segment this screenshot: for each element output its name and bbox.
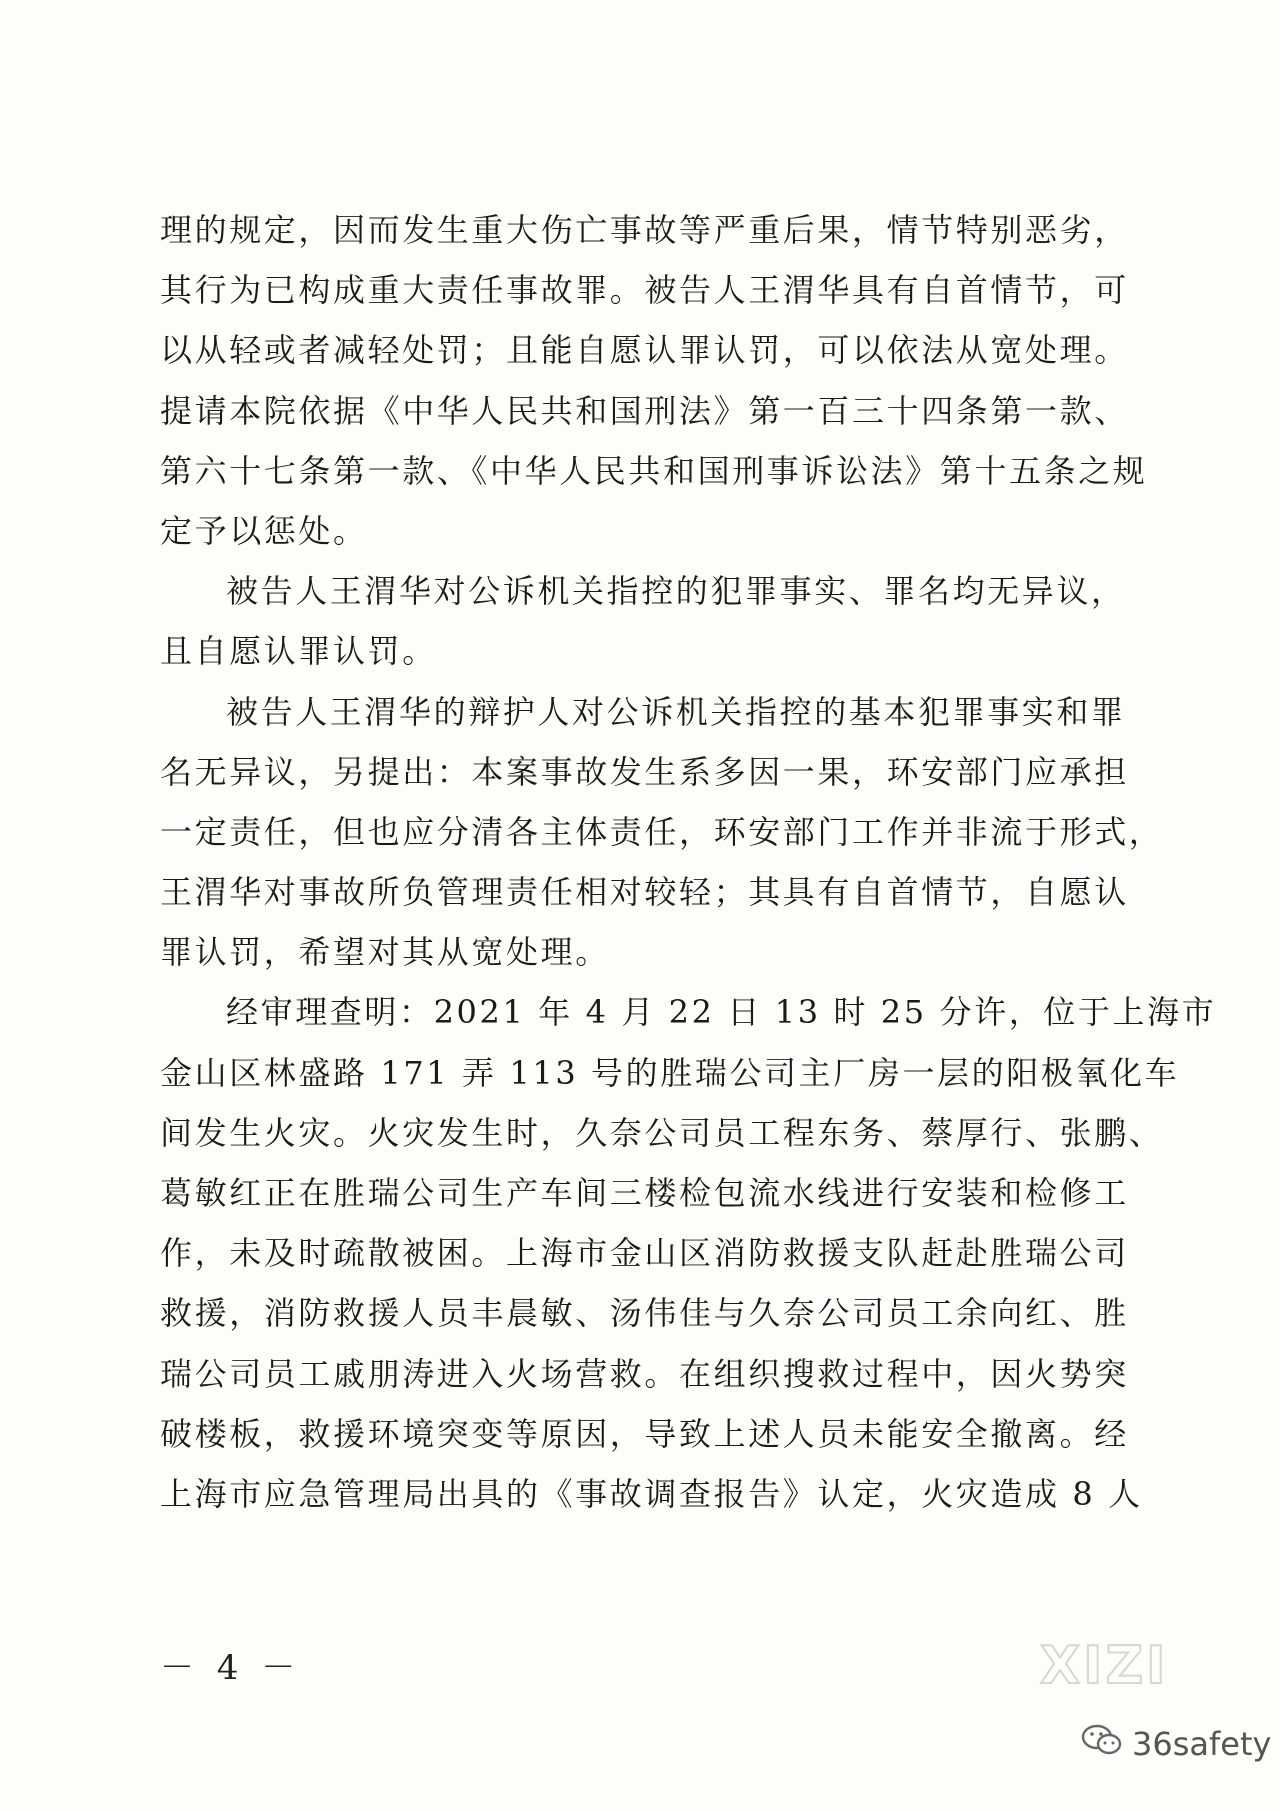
text-line: 提请本院依据《中华人民共和国刑法》第一百三十四条第一款、 xyxy=(160,391,1129,430)
account-name: 36safety xyxy=(1132,1725,1272,1763)
text-line: 上海市应急管理局出具的《事故调查报告》认定，火灾造成 8 人 xyxy=(160,1474,1143,1513)
text-line: 救援，消防救援人员丰晨敏、汤伟佳与久奈公司员工余向红、胜 xyxy=(160,1294,1129,1333)
text-line: 以从轻或者减轻处罚；且能自愿认罪认罚，可以依法从宽处理。 xyxy=(160,331,1129,370)
text-line: 理的规定，因而发生重大伤亡事故等严重后果，情节特别恶劣， xyxy=(160,211,1129,249)
text-line: 金山区林盛路 171 弄 113 号的胜瑞公司主厂房一层的阳极氧化车 xyxy=(160,1053,1180,1092)
text-line: 作，未及时疏散被困。上海市金山区消防救援支队赶赴胜瑞公司 xyxy=(160,1234,1129,1273)
text-line: 葛敏红正在胜瑞公司生产车间三楼检包流水线进行安装和检修工 xyxy=(160,1174,1129,1212)
text-line: 名无异议，另提出：本案事故发生系多因一果，环安部门应承担 xyxy=(160,752,1129,791)
wechat-icon xyxy=(1080,1722,1124,1766)
text-line: 一定责任，但也应分清各主体责任，环安部门工作并非流于形式， xyxy=(160,812,1164,851)
text-line: 瑞公司员工戚朋涛进入火场营救。在组织搜救过程中，因火势突 xyxy=(160,1354,1129,1393)
text-line: 且自愿认罪认罚。 xyxy=(160,632,437,671)
page-number: － 4 － xyxy=(160,1648,302,1688)
text-line: 间发生火灾。火灾发生时，久奈公司员工程东务、蔡厚行、张鹏、 xyxy=(160,1113,1164,1152)
text-line: 被告人王渭华的辩护人对公诉机关指控的基本犯罪事实和罪 xyxy=(226,692,1126,731)
text-line: 第六十七条第一款、《中华人民共和国刑事诉讼法》第十五条之规 xyxy=(160,451,1148,490)
text-line: 王渭华对事故所负管理责任相对较轻；其具有自首情节，自愿认 xyxy=(160,873,1129,912)
text-line: 被告人王渭华对公诉机关指控的犯罪事实、罪名均无异议， xyxy=(226,572,1126,611)
document-body xyxy=(160,200,1217,1524)
account-watermark xyxy=(1080,1722,1271,1766)
text-line: 罪认罚，希望对其从宽处理。 xyxy=(160,933,610,972)
text-line: 经审理查明：2021 年 4 月 22 日 13 时 25 分许，位于上海市 xyxy=(226,993,1217,1032)
text-line: 定予以惩处。 xyxy=(160,511,368,550)
xizi-watermark: XIZI xyxy=(1040,1636,1169,1696)
text-line: 其行为已构成重大责任事故罪。被告人王渭华具有自首情节，可 xyxy=(160,271,1129,310)
text-line: 破楼板，救援环境突变等原因，导致上述人员未能安全撤离。经 xyxy=(160,1414,1129,1453)
